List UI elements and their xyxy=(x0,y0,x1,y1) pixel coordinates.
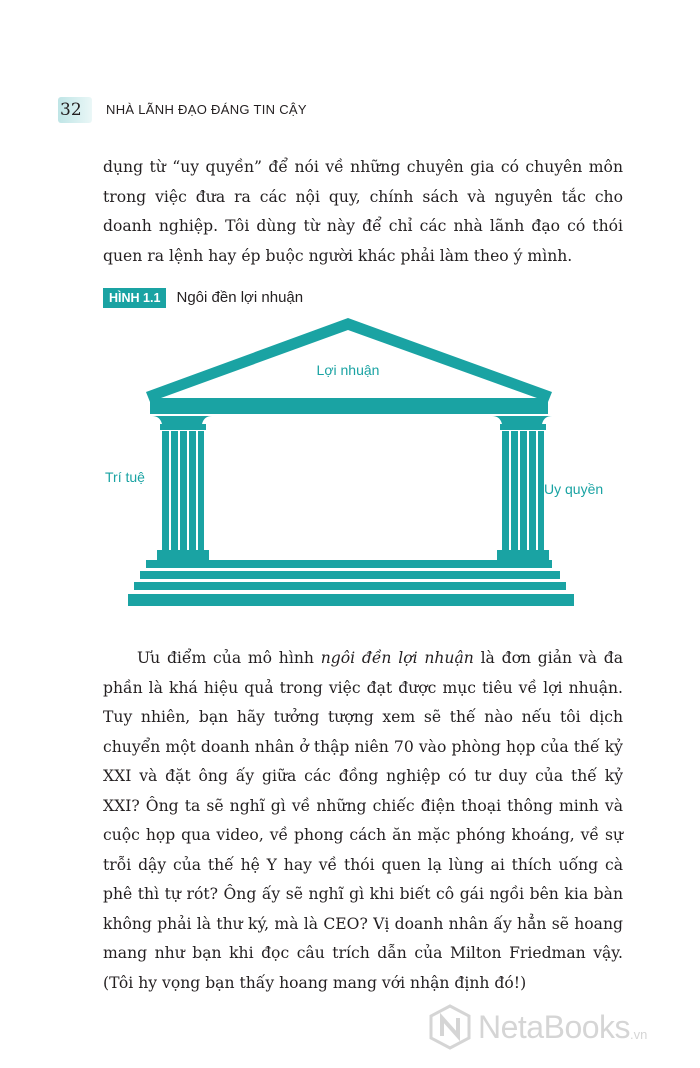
paragraph-2-start: Ưu điểm của mô hình xyxy=(137,649,321,667)
paragraph-2-rest: là đơn giản và đa phần là khá hiệu quả trong việc đạt được mục tiêu về lợi nhuận. Tuy nhiên, bạn hãy tưởng tượng xem sẽ thế nào nếu tôi dịch chuyển một doanh nhân ở thập niên 70 vào phòng họp của thế kỷ XXI và đặt ông ấy giữa các đồng nghiệp có tư duy của thế kỷ XXI? Ông ta sẽ nghĩ gì về những chiếc điện thoại thông minh và cuộc họp qua video, về phong cách ăn mặc phóng khoáng, về sự trỗi dậy của thế hệ Y hay về thói quen lạ lùng ai thích uống cà phê thì tự rót? Ông ấy sẽ nghĩ gì khi biết cô gái ngồi bên kia bàn không phải là thư ký, mà là CEO? Vị doanh nhân ấy hẳn sẽ hoang mang như bạn khi đọc câu trích dẫn của Milton Friedman vậy. (Tôi hy vọng bạn thấy hoang mang với nhận định đó!) xyxy=(103,649,623,992)
right-column xyxy=(492,416,552,560)
temple-diagram xyxy=(0,310,700,610)
running-title: NHÀ LÃNH ĐẠO ĐÁNG TIN CẬY xyxy=(106,102,307,117)
figure-title: Ngôi đền lợi nhuận xyxy=(176,289,304,306)
left-column xyxy=(152,416,212,560)
figure-caption xyxy=(103,287,303,311)
temple-steps xyxy=(128,560,574,606)
paragraph-2-text xyxy=(103,644,623,998)
temple-beam xyxy=(150,398,548,414)
watermark-suffix: .vn xyxy=(630,1026,648,1042)
roof-label: Lợi nhuận xyxy=(316,362,380,378)
page-header xyxy=(0,95,700,131)
paragraph-1-text: dụng từ “uy quyền” để nói về những chuyên gia có chuyên môn trong việc đưa ra các nội quy, chính sách và nguyên tắc cho doanh nghiệp. Tôi dùng từ này để chỉ các nhà lãnh đạo có thói quen ra lệnh hay ép buộc người khác phải làm theo ý mình. xyxy=(103,158,623,265)
paragraph-1 xyxy=(103,153,623,271)
left-column-label: Trí tuệ xyxy=(105,469,145,485)
paragraph-2 xyxy=(103,644,623,998)
right-column-label: Uy quyền xyxy=(544,481,604,497)
page-number: 32 xyxy=(60,100,82,120)
watermark-name: NetaBooks xyxy=(478,1008,631,1045)
paragraph-2-emphasis: ngôi đền lợi nhuận xyxy=(320,649,474,667)
watermark xyxy=(428,1002,688,1052)
figure-label: HÌNH 1.1 xyxy=(103,288,166,308)
netabooks-logo-icon xyxy=(428,1004,472,1050)
